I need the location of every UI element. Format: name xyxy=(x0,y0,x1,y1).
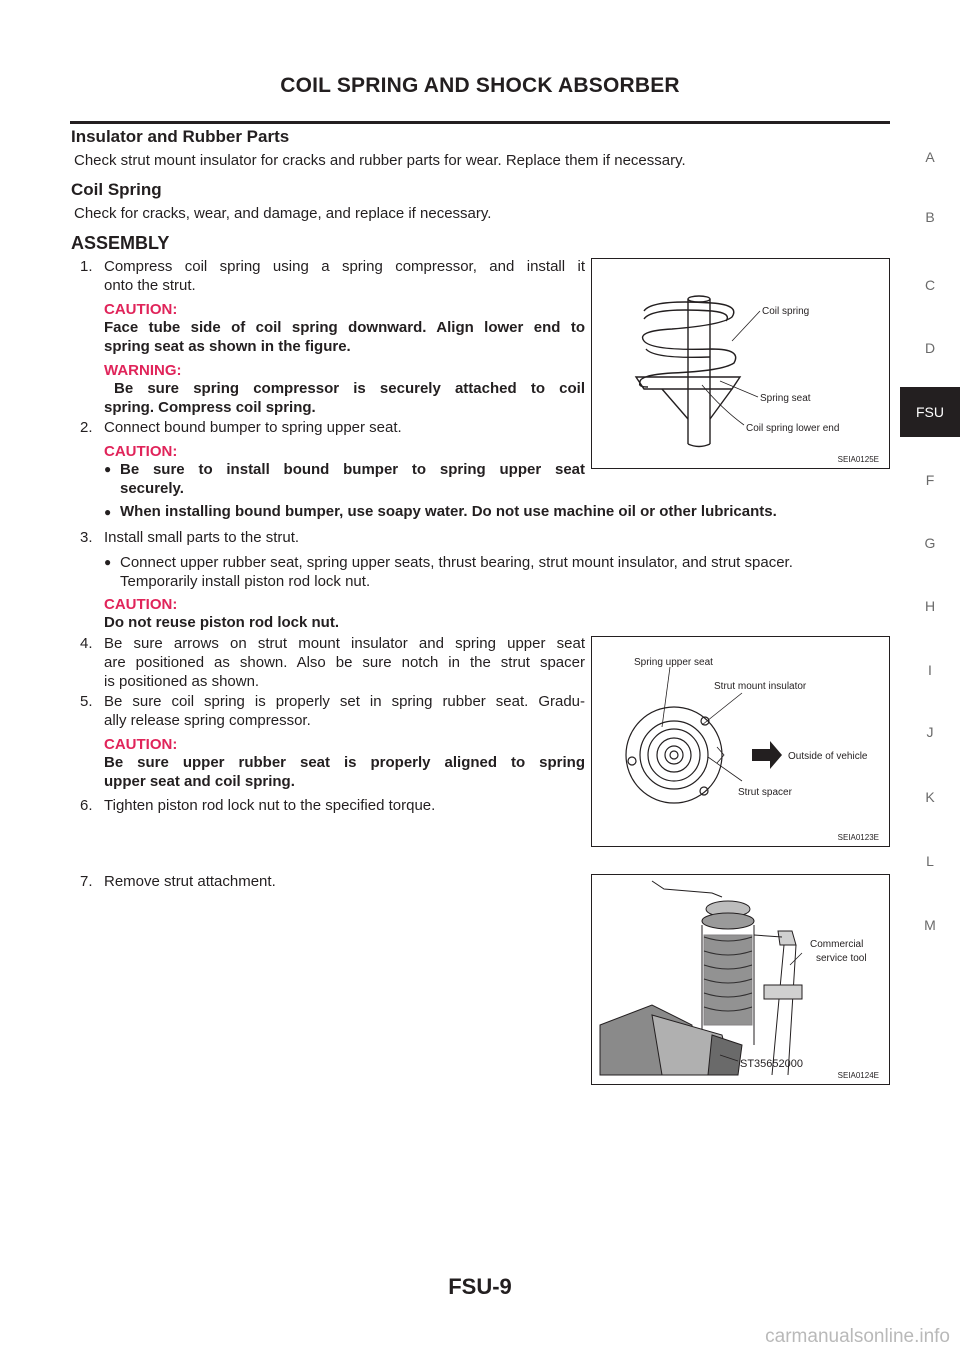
step-number: 6. xyxy=(80,797,93,814)
title-rule xyxy=(70,121,890,124)
label-outside-of-vehicle: Outside of vehicle xyxy=(788,751,868,762)
step-7-text: Remove strut attachment. xyxy=(104,873,276,890)
tab-b[interactable]: B xyxy=(925,209,935,225)
step-5-caution-line2: upper seat and coil spring. xyxy=(104,773,295,790)
step-5 xyxy=(80,692,585,791)
label-coil-spring-lower-end: Coil spring lower end xyxy=(746,423,840,434)
step-6 xyxy=(80,796,609,815)
warning-label: WARNING: xyxy=(104,362,182,379)
caution-label: CAUTION: xyxy=(104,736,178,753)
step-2 xyxy=(80,418,585,498)
step-4-line2: are positioned as shown. Also be sure notch in the strut spacer xyxy=(104,654,585,671)
tab-c[interactable]: C xyxy=(924,277,936,293)
step-5-line1: Be sure coil spring is properly set in spring rubber seat. Gradu- xyxy=(104,693,585,710)
label-coil-spring: Coil spring xyxy=(762,306,810,317)
step-3 xyxy=(80,528,890,632)
figure-strut-attachment xyxy=(591,874,890,1085)
bullet-icon: ● xyxy=(104,505,112,519)
tab-i[interactable]: I xyxy=(928,662,932,678)
tab-h[interactable]: H xyxy=(924,598,936,614)
tab-a[interactable]: A xyxy=(925,149,935,165)
step-number: 3. xyxy=(80,529,93,546)
step-1 xyxy=(80,257,585,417)
step-number: 2. xyxy=(80,419,93,436)
strut-attachment-diagram xyxy=(592,875,889,1084)
step-2-text: Connect bound bumper to spring upper seat. xyxy=(104,419,402,436)
step-6-text: Tighten piston rod lock nut to the specified torque. xyxy=(104,797,436,814)
tab-j[interactable]: J xyxy=(926,724,934,740)
step-1-caution-line1: Face tube side of coil spring downward. Align lower end to xyxy=(104,319,585,336)
bullet-icon: ● xyxy=(104,555,112,569)
step-1-warning-line2: spring. Compress coil spring. xyxy=(104,399,316,416)
label-st35652000: ST35652000 xyxy=(740,1058,803,1070)
section-tabs xyxy=(900,0,960,1358)
label-service-tool: service tool xyxy=(816,953,867,964)
tab-f[interactable]: F xyxy=(925,472,935,488)
step-number: 5. xyxy=(80,693,93,710)
step-2-bullet2 xyxy=(104,502,910,521)
caution-label: CAUTION: xyxy=(104,596,178,613)
tab-fsu[interactable]: FSU xyxy=(900,387,960,437)
tab-g[interactable]: G xyxy=(924,535,936,551)
arrow-right-icon xyxy=(752,741,782,769)
label-spring-upper-seat: Spring upper seat xyxy=(634,657,713,668)
insulator-text: Check strut mount insulator for cracks and rubber parts for wear. Replace them if necessary. xyxy=(74,152,686,169)
tab-l[interactable]: L xyxy=(926,853,934,869)
coil-spring-diagram xyxy=(592,259,889,468)
step-3-caution-text: Do not reuse piston rod lock nut. xyxy=(104,614,340,631)
figure-code: SEIA0123E xyxy=(837,833,879,842)
page-number: FSU-9 xyxy=(448,1274,512,1299)
label-strut-mount-insulator: Strut mount insulator xyxy=(714,681,807,692)
label-spring-seat: Spring seat xyxy=(760,393,811,404)
step-4-line1: Be sure arrows on strut mount insulator and spring upper seat xyxy=(104,635,585,652)
step-number: 7. xyxy=(80,873,93,890)
tab-k[interactable]: K xyxy=(925,789,935,805)
caution-label: CAUTION: xyxy=(104,443,178,460)
caution-label: CAUTION: xyxy=(104,301,178,318)
figure-coil-spring xyxy=(591,258,890,469)
step-3-bullet-line2: Temporarily install piston rod lock nut. xyxy=(120,573,371,590)
label-strut-spacer: Strut spacer xyxy=(738,787,792,798)
step-5-line2: ally release spring compressor. xyxy=(104,712,311,729)
step-3-bullet-line1: Connect upper rubber seat, spring upper seats, thrust bearing, strut mount insulator, and strut spacer. xyxy=(120,554,793,571)
figure-code: SEIA0125E xyxy=(837,455,879,464)
tab-d[interactable]: D xyxy=(924,340,936,356)
step-1-line2: onto the strut. xyxy=(104,277,196,294)
step-7 xyxy=(80,872,609,891)
coil-spring-heading: Coil Spring xyxy=(71,180,162,199)
step-1-line1: Compress coil spring using a spring compressor, and install it xyxy=(104,258,585,275)
page-title: COIL SPRING AND SHOCK ABSORBER xyxy=(280,74,680,97)
tab-m[interactable]: M xyxy=(924,917,936,933)
step-4 xyxy=(80,634,585,691)
bullet-icon: ● xyxy=(104,462,112,476)
step-4-line3: is positioned as shown. xyxy=(104,673,260,690)
step-1-caution-line2: spring seat as shown in the figure. xyxy=(104,338,351,355)
watermark: carmanualsonline.info xyxy=(765,1326,950,1347)
step-number: 4. xyxy=(80,635,93,652)
label-commercial: Commercial xyxy=(810,939,864,950)
insulator-heading: Insulator and Rubber Parts xyxy=(71,127,290,146)
step-5-caution-line1: Be sure upper rubber seat is properly aligned to spring xyxy=(104,754,585,771)
step-number: 1. xyxy=(80,258,93,275)
coil-spring-text: Check for cracks, wear, and damage, and replace if necessary. xyxy=(74,205,492,222)
step-2-bullet2-text: When installing bound bumper, use soapy water. Do not use machine oil or other lubricants. xyxy=(120,503,777,520)
step-1-warning-line1: Be sure spring compressor is securely attached to coil xyxy=(114,380,585,397)
step-2-bullet1-line2: securely. xyxy=(120,480,184,497)
figure-code: SEIA0124E xyxy=(837,1071,879,1080)
strut-mount-diagram xyxy=(592,637,889,846)
assembly-heading: ASSEMBLY xyxy=(71,233,170,253)
step-2-bullet1-line1: Be sure to install bound bumper to spring upper seat xyxy=(120,461,585,478)
figure-strut-mount xyxy=(591,636,890,847)
step-3-text: Install small parts to the strut. xyxy=(104,529,300,546)
